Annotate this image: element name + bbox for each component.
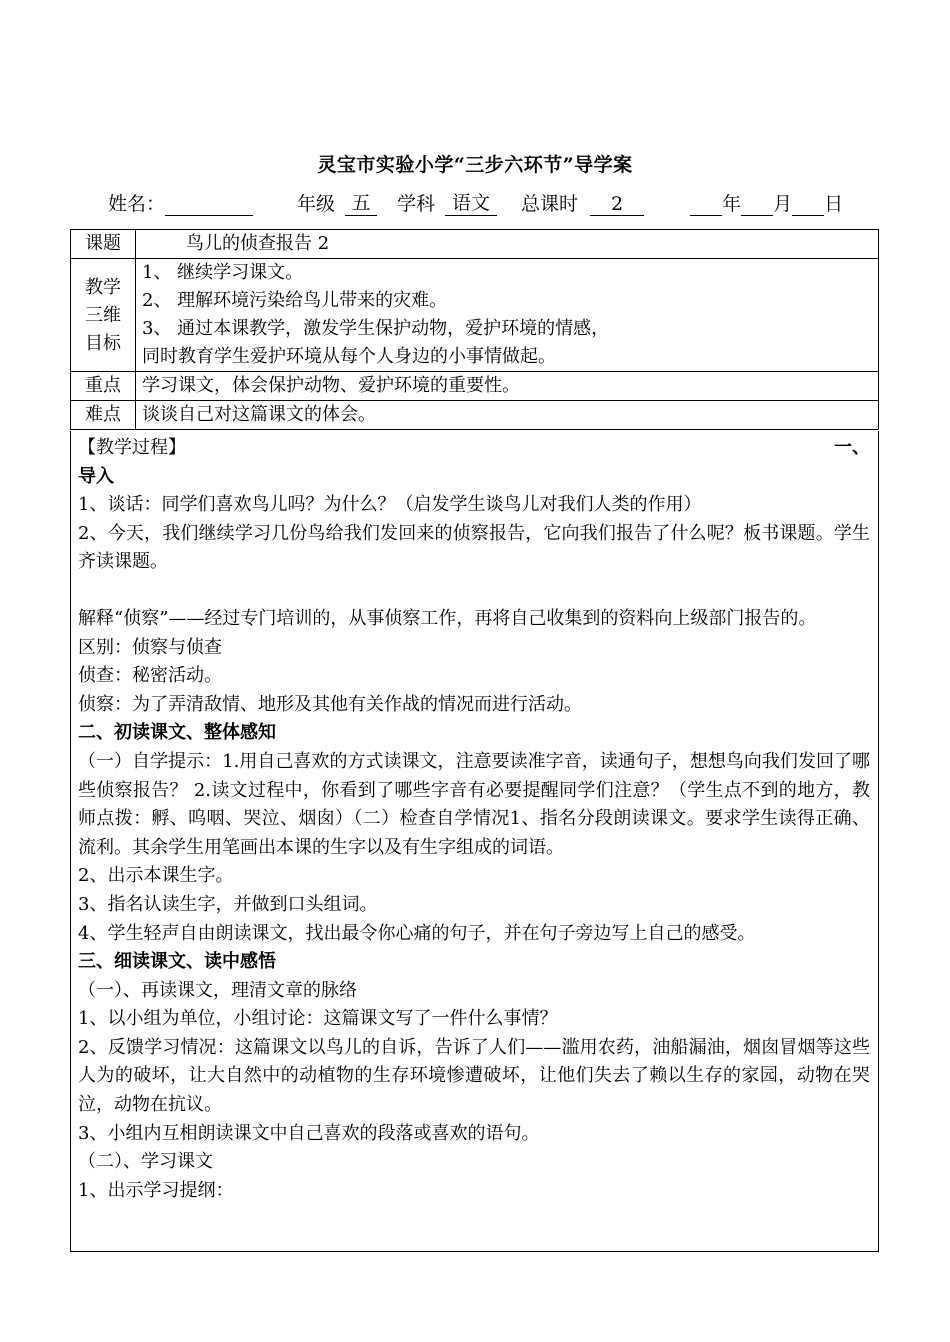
topic-value: 鸟儿的侦查报告 2 (136, 230, 879, 259)
day-label: 日 (824, 193, 844, 215)
goal-label: 教学 三维 目标 (71, 259, 136, 372)
paragraph: 侦察：为了弄清敌情、地形及其他有关作战的情况而进行活动。 (78, 693, 582, 715)
goal-item: 同时教育学生爱护环境从每个人身边的小事情做起。 (142, 346, 556, 367)
process-heading: 【教学过程】 一、 (78, 437, 870, 458)
key-row (71, 372, 879, 401)
subject-label: 学科 (397, 193, 436, 215)
goal-item: 1、 继续学习课文。 (142, 262, 304, 283)
key-label: 重点 (71, 372, 136, 401)
paragraph: 2、反馈学习情况：这篇课文以鸟儿的自诉，告诉了人们——滥用农药，油船漏油，烟囱冒烟等这些人为的破坏，让大自然中的动植物的生存环境惨遭破坏，让他们失去了赖以生存的家园，动物在哭泣，动物在抗议。 (78, 1036, 870, 1116)
paragraph: 区别：侦察与侦查 (78, 636, 222, 658)
goals-row (71, 259, 879, 372)
hard-value: 谈谈自己对这篇课文的体会。 (136, 401, 879, 430)
paragraph: 2、出示本课生字。 (78, 865, 234, 887)
grade-label: 年级 (297, 193, 336, 215)
paragraph: 3、指名认读生字，并做到口头组词。 (78, 893, 378, 915)
hours-value: 2 (590, 193, 644, 216)
topic-label: 课题 (71, 230, 136, 259)
paragraph: 解释“侦察”——经过专门培训的，从事侦察工作，再将自己收集到的资料向上级部门报告的。 (78, 607, 817, 629)
paragraph: 1、以小组为单位，小组讨论：这篇课文写了一件什么事情？ (78, 1008, 558, 1030)
day-blank (792, 193, 824, 216)
name-blank (165, 193, 253, 216)
year-blank (690, 193, 722, 216)
paragraph: 4、学生轻声自由朗读课文，找出最令你心痛的句子，并在句子旁边写上自己的感受。 (78, 922, 756, 944)
paragraph: （二）、学习课文 (78, 1151, 213, 1173)
paragraph: 1、谈话：同学们喜欢鸟儿吗？为什么？（启发学生谈鸟儿对我们人类的作用） (78, 494, 702, 516)
section-title: 三、细读课文、读中感悟 (78, 951, 276, 973)
hard-row (71, 401, 879, 430)
paragraph: （一）、再读课文，理清文章的脉络 (78, 979, 357, 1001)
info-line (108, 188, 888, 216)
section-title: 二、初读课文、整体感知 (78, 722, 276, 744)
paragraph: 2、今天，我们继续学习几份鸟给我们发回来的侦察报告，它向我们报告了什么呢？板书课题。学生齐读课题。 (78, 522, 870, 573)
header-table (70, 229, 879, 430)
key-value: 学习课文，体会保护动物、爱护环境的重要性。 (136, 372, 879, 401)
paragraph: 1、出示学习提纲： (78, 1179, 234, 1201)
hard-label: 难点 (71, 401, 136, 430)
section-title: 导入 (78, 465, 114, 487)
goal-item: 2、 理解环境污染给鸟儿带来的灾难。 (142, 290, 448, 311)
goal-item: 3、 通过本课教学，激发学生保护动物，爱护环境的情感， (142, 318, 610, 339)
month-label: 月 (773, 193, 793, 215)
name-label: 姓名： (108, 193, 166, 215)
subject-value: 语文 (445, 188, 497, 216)
hours-label: 总课时 (521, 193, 579, 215)
paragraph: 3、小组内互相朗读课文中自己喜欢的段落或喜欢的语句。 (78, 1122, 540, 1144)
paragraph: 侦查：秘密活动。 (78, 665, 222, 687)
goals-list (136, 259, 879, 372)
topic-row (71, 230, 879, 259)
process-content (78, 434, 870, 1205)
year-label: 年 (722, 193, 742, 215)
grade-value: 五 (345, 188, 377, 216)
month-blank (741, 193, 773, 216)
page-title: 灵宝市实验小学“三步六环节”导学案 (317, 154, 633, 176)
paragraph: （一）自学提示：1.用自己喜欢的方式读课文，注意要读准字音，读通句子，想想鸟向我们发回了哪些侦察报告？ 2.读文过程中，你看到了哪些字音有必要提醒同学们注意？（学生点不到的地方，教师点拨：孵、呜咽、哭泣、烟囱）（二）检查自学情况1、指名分段朗读课文。要求学生读得正确、流利。其余学生用笔画出本课的生字以及有生字组成的词语。 (78, 750, 870, 858)
